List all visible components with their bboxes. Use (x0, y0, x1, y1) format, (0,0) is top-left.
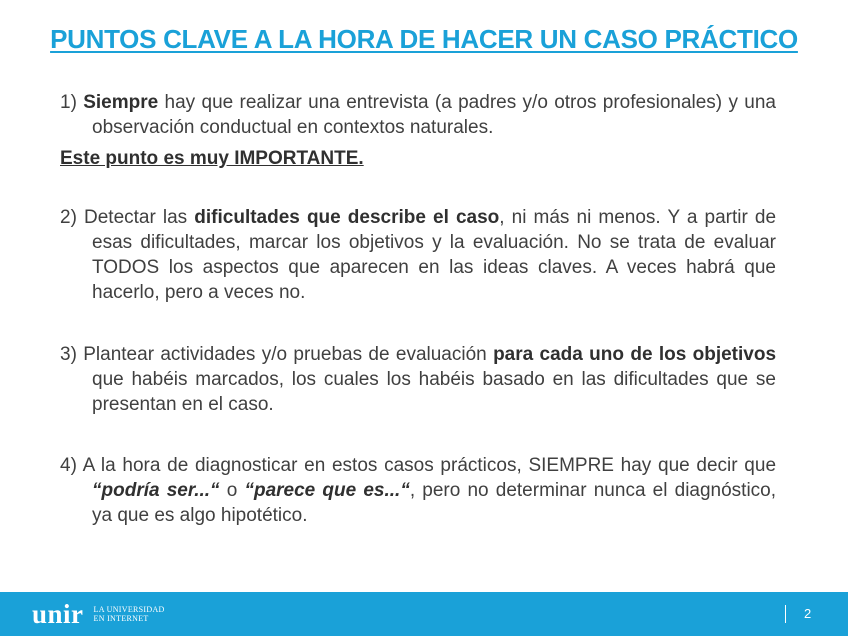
page-number-separator (785, 605, 786, 623)
item-1-number: 1) (60, 92, 77, 113)
slide-title: PUNTOS CLAVE A LA HORA DE HACER UN CASO PRÁCTICO (50, 24, 798, 54)
item-2-number: 2) (60, 207, 77, 228)
item-2-bold: dificultades que describe el caso (194, 207, 500, 228)
item-3-pre: Plantear actividades y/o pruebas de evaluación (83, 344, 487, 365)
item-2-post: , ni más ni menos. Y a partir de esas dificultades, marcar los objetivos y la evaluación. No se trata de evaluar TODOS los aspectos que aparecen en las ideas claves. A veces habrá que hacerlo, pero a veces no. (92, 207, 777, 303)
unir-logo (32, 600, 165, 628)
item-4-pre: A la hora de diagnosticar en estos casos prácticos, SIEMPRE hay que decir que (82, 455, 777, 476)
item-3-bold: para cada uno de los objetivos (493, 344, 777, 365)
item-3-number: 3) (60, 344, 77, 365)
item-4-mid: o (226, 480, 238, 501)
item-2-pre: Detectar las (84, 207, 188, 228)
item-3 (60, 342, 776, 417)
logo-tagline (94, 605, 165, 623)
item-4-number: 4) (60, 455, 77, 476)
page-number: 2 (804, 606, 812, 621)
item-1 (60, 90, 776, 140)
item-4-quote-1: “podría ser...“ (92, 480, 220, 501)
logo-wordmark: unir (32, 599, 84, 629)
logo-tagline-line-1: LA UNIVERSIDAD (93, 605, 165, 614)
item-1-text: hay que realizar una entrevista (a padres y/o otros profesionales) y una observación conductual en contextos naturales. (92, 92, 776, 138)
item-1-lead: Siempre (83, 92, 159, 113)
item-4 (60, 453, 776, 528)
important-note-row (60, 146, 776, 171)
item-4-quote-2: “parece que es...“ (244, 480, 410, 501)
item-3-post: que habéis marcados, los cuales los habéis basado en las dificultades que se presentan en el caso. (92, 369, 776, 415)
logo-tagline-line-2: EN INTERNET (93, 614, 149, 623)
item-2 (60, 205, 776, 305)
item-4-post: , pero no determinar nunca el diagnóstico, ya que es algo hipotético. (92, 480, 777, 526)
important-note: Este punto es muy IMPORTANTE. (60, 148, 364, 169)
footer-bar (0, 592, 848, 636)
